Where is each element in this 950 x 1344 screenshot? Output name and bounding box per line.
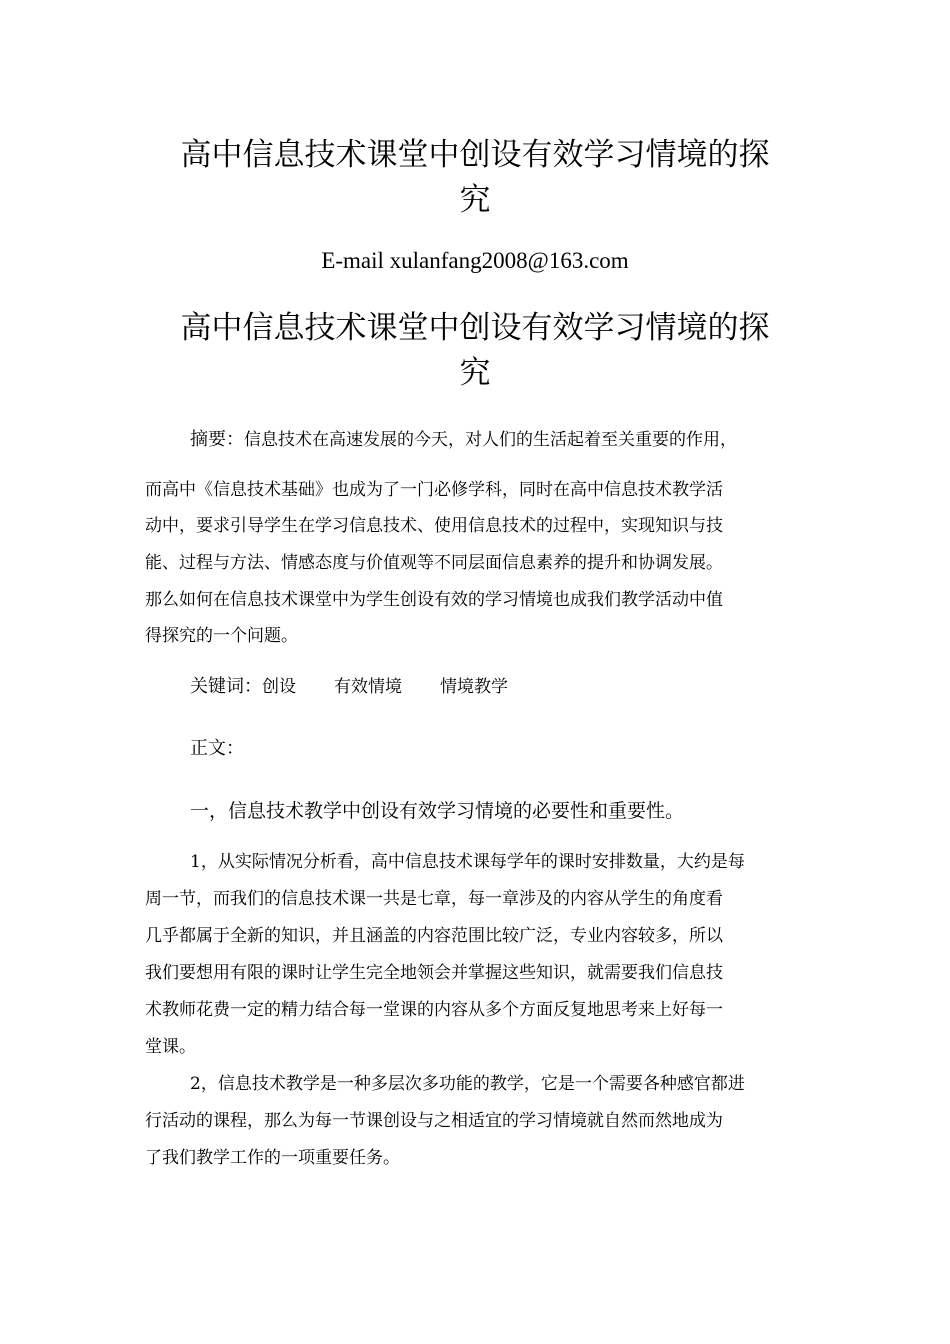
title-line-2: 究 — [459, 182, 491, 218]
abstract-line-1 — [190, 428, 737, 452]
abstract-line-2: 而高中《信息技术基础》也成为了一门必修学科，同时在高中信息技术教学活 — [145, 480, 723, 500]
abstract-text-1: 信息技术在高速发展的今天，对人们的生活起着至关重要的作用， — [244, 430, 737, 450]
abstract-label: 摘要： — [190, 429, 244, 450]
body-label: 正文： — [190, 738, 244, 759]
para1-line-1: 1，从实际情况分析看，高中信息技术课每学年的课时安排数量，大约是每 — [190, 852, 745, 872]
abstract-line-6: 得探究的一个问题。 — [145, 626, 298, 646]
abstract-line-3: 动中，要求引导学生在学习信息技术、使用信息技术的过程中，实现知识与技 — [145, 516, 723, 536]
para1-line-6: 堂课。 — [145, 1037, 196, 1057]
keywords-label: 关键词： — [190, 676, 262, 697]
para2-line-2: 行活动的课程，那么为每一节课创设与之相适宜的学习情境就自然而然地成为 — [145, 1111, 723, 1131]
para2-line-3: 了我们教学工作的一项重要任务。 — [145, 1148, 400, 1168]
para2-line-1: 2，信息技术教学是一种多层次多功能的教学，它是一个需要各种感官都进 — [190, 1074, 745, 1094]
section-1-heading: 一，信息技术教学中创设有效学习情境的必要性和重要性。 — [190, 800, 685, 822]
keyword-item: 创设 — [262, 677, 296, 697]
author-email: E-mail xulanfang2008@163.com — [321, 248, 629, 273]
body-label-line — [190, 737, 244, 761]
title-line-1: 高中信息技术课堂中创设有效学习情境的探 — [180, 137, 770, 173]
keywords-line — [190, 675, 508, 699]
para1-line-4: 我们要想用有限的课时让学生完全地领会并掌握这些知识，就需要我们信息技 — [145, 963, 723, 983]
abstract-line-4: 能、过程与方法、情感态度与价值观等不同层面信息素养的提升和协调发展。 — [145, 553, 723, 573]
abstract-line-5: 那么如何在信息技术课堂中为学生创设有效的学习情境也成我们教学活动中值 — [145, 590, 723, 610]
para1-line-5: 术教师花费一定的精力结合每一堂课的内容从多个方面反复地思考来上好每一 — [145, 1000, 723, 1020]
para1-line-3: 几乎都属于全新的知识，并且涵盖的内容范围比较广泛，专业内容较多，所以 — [145, 926, 723, 946]
keyword-item: 有效情境 — [334, 677, 402, 697]
title-repeat-line-1: 高中信息技术课堂中创设有效学习情境的探 — [180, 310, 770, 346]
para1-line-2: 周一节，而我们的信息技术课一共是七章，每一章涉及的内容从学生的角度看 — [145, 889, 723, 909]
document-title-repeat — [0, 306, 950, 396]
keyword-item: 情境教学 — [440, 677, 508, 697]
title-repeat-line-2: 究 — [459, 355, 491, 391]
document-title — [0, 133, 950, 223]
